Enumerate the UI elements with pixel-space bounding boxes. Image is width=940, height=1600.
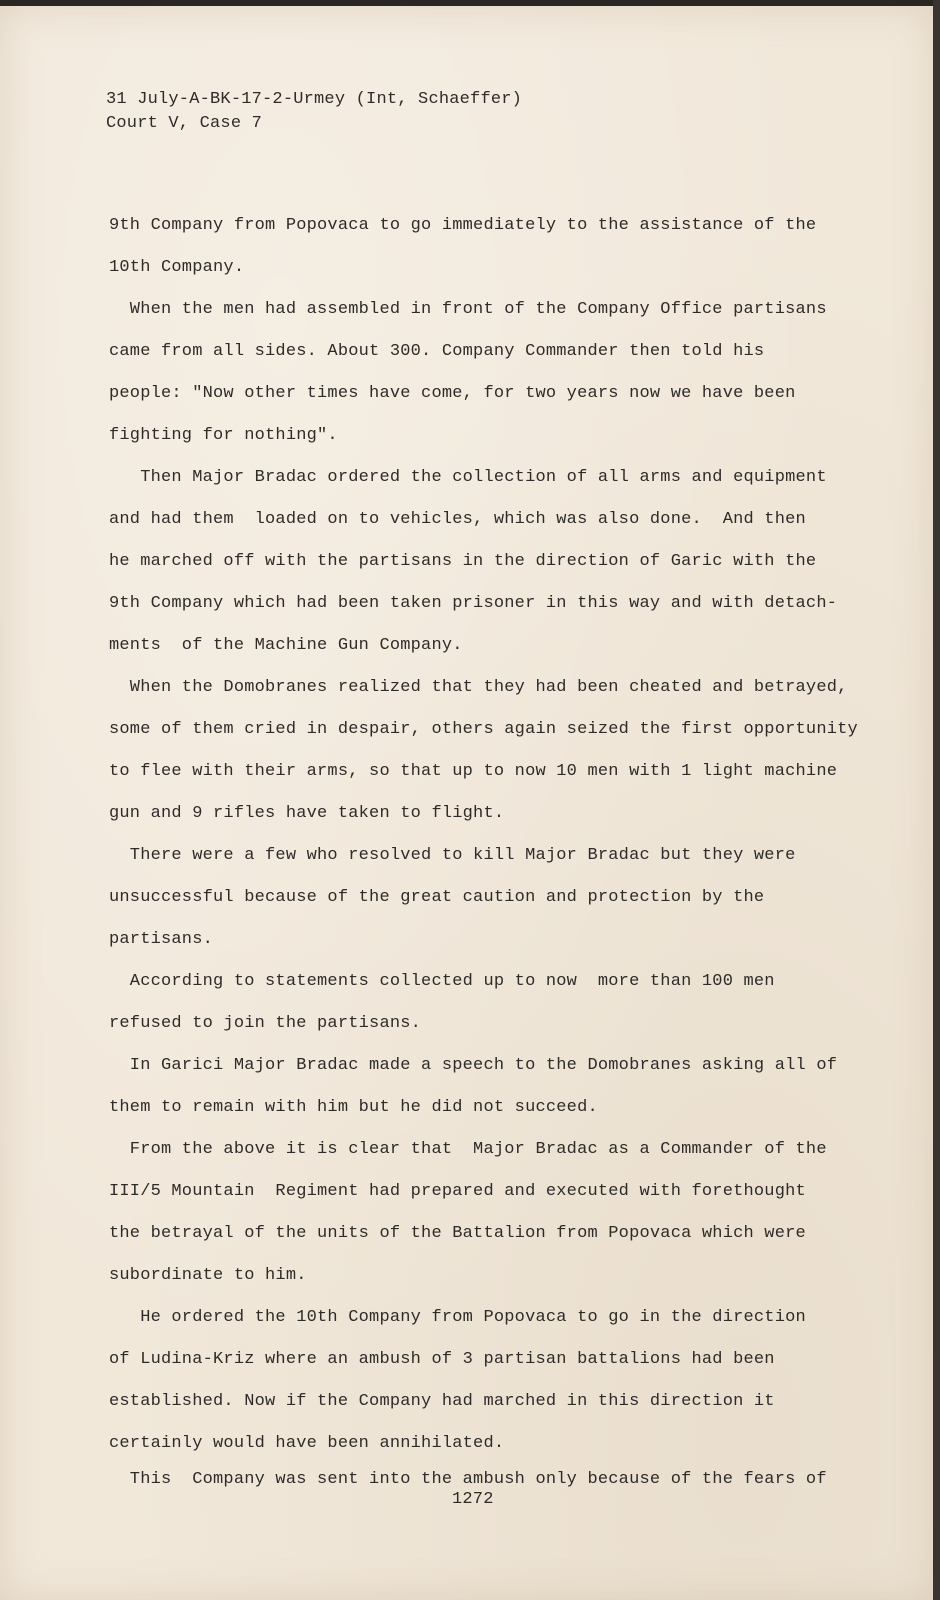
body-line: people: "Now other times have come, for two years now we have been: [109, 384, 796, 403]
body-line: ments of the Machine Gun Company.: [109, 636, 463, 655]
body-line: established. Now if the Company had marched in this direction it: [109, 1392, 775, 1411]
body-line: When the Domobranes realized that they had been cheated and betrayed,: [109, 678, 848, 697]
body-line: and had them loaded on to vehicles, which was also done. And then: [109, 510, 806, 529]
body-line: certainly would have been annihilated.: [109, 1434, 505, 1453]
body-line: partisans.: [109, 930, 214, 949]
body-line: to flee with their arms, so that up to now 10 men with 1 light machine: [109, 762, 838, 781]
scan-edge: [933, 0, 940, 1600]
body-line: When the men had assembled in front of the Company Office partisans: [109, 300, 827, 319]
document-page: [0, 6, 933, 1600]
body-line: the betrayal of the units of the Battalion from Popovaca which were: [109, 1224, 806, 1243]
body-line: some of them cried in despair, others again seized the first opportunity: [109, 720, 858, 739]
body-line: them to remain with him but he did not succeed.: [109, 1098, 598, 1117]
body-line: he marched off with the partisans in the direction of Garic with the: [109, 552, 817, 571]
body-line: From the above it is clear that Major Bradac as a Commander of the: [109, 1140, 827, 1159]
body-line: He ordered the 10th Company from Popovaca to go in the direction: [109, 1308, 806, 1327]
body-line: refused to join the partisans.: [109, 1014, 422, 1033]
body-line: Then Major Bradac ordered the collection of all arms and equipment: [109, 468, 827, 487]
body-line: gun and 9 rifles have taken to flight.: [109, 804, 505, 823]
body-line: In Garici Major Bradac made a speech to the Domobranes asking all of: [109, 1056, 838, 1075]
body-line: fighting for nothing".: [109, 426, 338, 445]
body-line: of Ludina-Kriz where an ambush of 3 partisan battalions had been: [109, 1350, 775, 1369]
body-line: 9th Company from Popovaca to go immediately to the assistance of the: [109, 216, 817, 235]
body-line: 9th Company which had been taken prisoner in this way and with detach-: [109, 594, 838, 613]
header-court-line: Court V, Case 7: [106, 114, 263, 133]
body-line: According to statements collected up to now more than 100 men: [109, 972, 775, 991]
body-line: III/5 Mountain Regiment had prepared and executed with forethought: [109, 1182, 806, 1201]
page-number: 1272: [452, 1490, 494, 1509]
body-line: subordinate to him.: [109, 1266, 307, 1285]
body-line: unsuccessful because of the great caution and protection by the: [109, 888, 765, 907]
body-line: came from all sides. About 300. Company Commander then told his: [109, 342, 765, 361]
header-reference-line: 31 July-A-BK-17-2-Urmey (Int, Schaeffer): [106, 90, 523, 109]
body-line: There were a few who resolved to kill Major Bradac but they were: [109, 846, 796, 865]
body-line: 10th Company.: [109, 258, 245, 277]
body-line: This Company was sent into the ambush only because of the fears of: [109, 1470, 827, 1489]
